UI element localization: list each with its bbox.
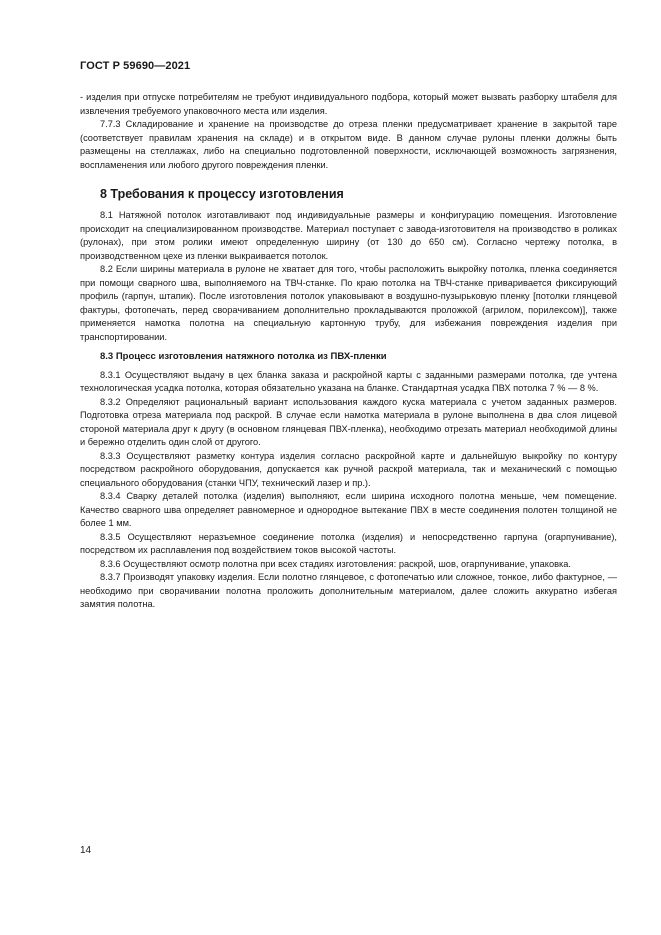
- document-header: ГОСТ Р 59690—2021: [80, 60, 191, 72]
- paragraph-8-3-3: 8.3.3 Осуществляют разметку контура изделия согласно раскройной карте и дальнейшую выкройку по контуру посредством раскройного оборудования, допускается как ручной раскрой материала, так и механический с помощью специального оборудования (станки ЧПУ, технический лазер и пр.).: [80, 450, 617, 488]
- subsection-8-3-title: 8.3 Процесс изготовления натяжного потолка из ПВХ-пленки: [100, 351, 387, 362]
- paragraph-8-2: 8.2 Если ширины материала в рулоне не хватает для того, чтобы расположить выкройку потолка, пленка соединяется при помощи сварного шва, выполняемого на ТВЧ-станке. По краю потолка на ТВЧ-станке приваривается фиксирующий профиль (гарпун, штапик). После изготовления потолок упаковывают в воздушно-пузырьковую пленку [потолки глянцевой фактуры, фотопечать, перед сворачиванием дополнительно прокладываются проложкой (агрилом, порилексом)], также применяется намотка полотна на специальную картонную трубу, для избежания повреждения изделия при транспортировании.: [80, 264, 617, 342]
- paragraph-8-3-4: 8.3.4 Сварку деталей потолка (изделия) выполняют, если ширина исходного полотна меньше, чем помещение. Качество сварного шва определяет равномерное и однородное вытекание ПВХ в месте соединения полотен толщиной не более 1 мм.: [80, 491, 617, 528]
- paragraph-8-3-1: 8.3.1 Осуществляют выдачу в цех бланка заказа и раскройной карты с заданными размерами потолка, где учтена технологическая усадка потолка, которая обязательно указана на бланке. Стандартная усадка ПВХ потолка 7 % — 8 %.: [80, 369, 617, 393]
- paragraph-7-7-3: 7.7.3 Складирование и хранение на производстве до отреза пленки предусматривает хранение в закрытой таре (соответствует правилам хранения на складе) и в открытом виде. В данном случае рулоны пленки должны быть размещены на стеллажах, либо на специально подготовленной поверхности, исключающей возможность загрязнения, воспламенения или любого другого повреждения пленки.: [80, 119, 617, 170]
- paragraph-8-3-2: 8.3.2 Определяют рациональный вариант использования каждого куска материала с учетом заданных размеров. Подготовка отреза материала под раскрой. В случае если намотка материала в рулоне выполнена в два слоя лицевой стороной материала друг к другу (в основном глянцевая ПВХ-пленка), необходимо отрезать материал необходимой длины и бережно отделить один слой от другого.: [80, 396, 617, 447]
- paragraph-continuation: - изделия при отпуске потребителям не требуют индивидуального подбора, который может вызвать разборку штабеля для извлечения требуемого упаковочного места или изделия.: [80, 92, 617, 116]
- page-number: 14: [80, 845, 92, 856]
- paragraph-8-3-7: 8.3.7 Производят упаковку изделия. Если полотно глянцевое, с фотопечатью или сложное, тонкое, либо фактурное, — необходимо при сворачивании полотна проложить дополнительным материалом, далее сложить аккуратно избегая замятия полотна.: [80, 572, 617, 609]
- section-8-title: 8 Требования к процессу изготовления: [100, 187, 344, 201]
- paragraph-8-3-6: 8.3.6 Осуществляют осмотр полотна при всех стадиях изготовления: раскрой, шов, огарпунивание, упаковка.: [100, 558, 571, 569]
- document-body: [80, 91, 617, 612]
- paragraph-8-3-5: 8.3.5 Осуществляют неразъемное соединение потолка (изделия) и непосредственно гарпуна (огарпунивание), посредством их расплавления под воздействием токов высокой частоты.: [80, 531, 617, 555]
- paragraph-8-1: 8.1 Натяжной потолок изготавливают под индивидуальные размеры и конфигурацию помещения. Изготовление происходит на специализированном производстве. Материал поступает с завода-изготовителя на производство в роликах (рулонах), при этом ролики имеют определенную ширину (от 130 до 650 см). Согласно чертежу потолка, в производственном цехе из пленки выкраивается потолок.: [80, 210, 617, 261]
